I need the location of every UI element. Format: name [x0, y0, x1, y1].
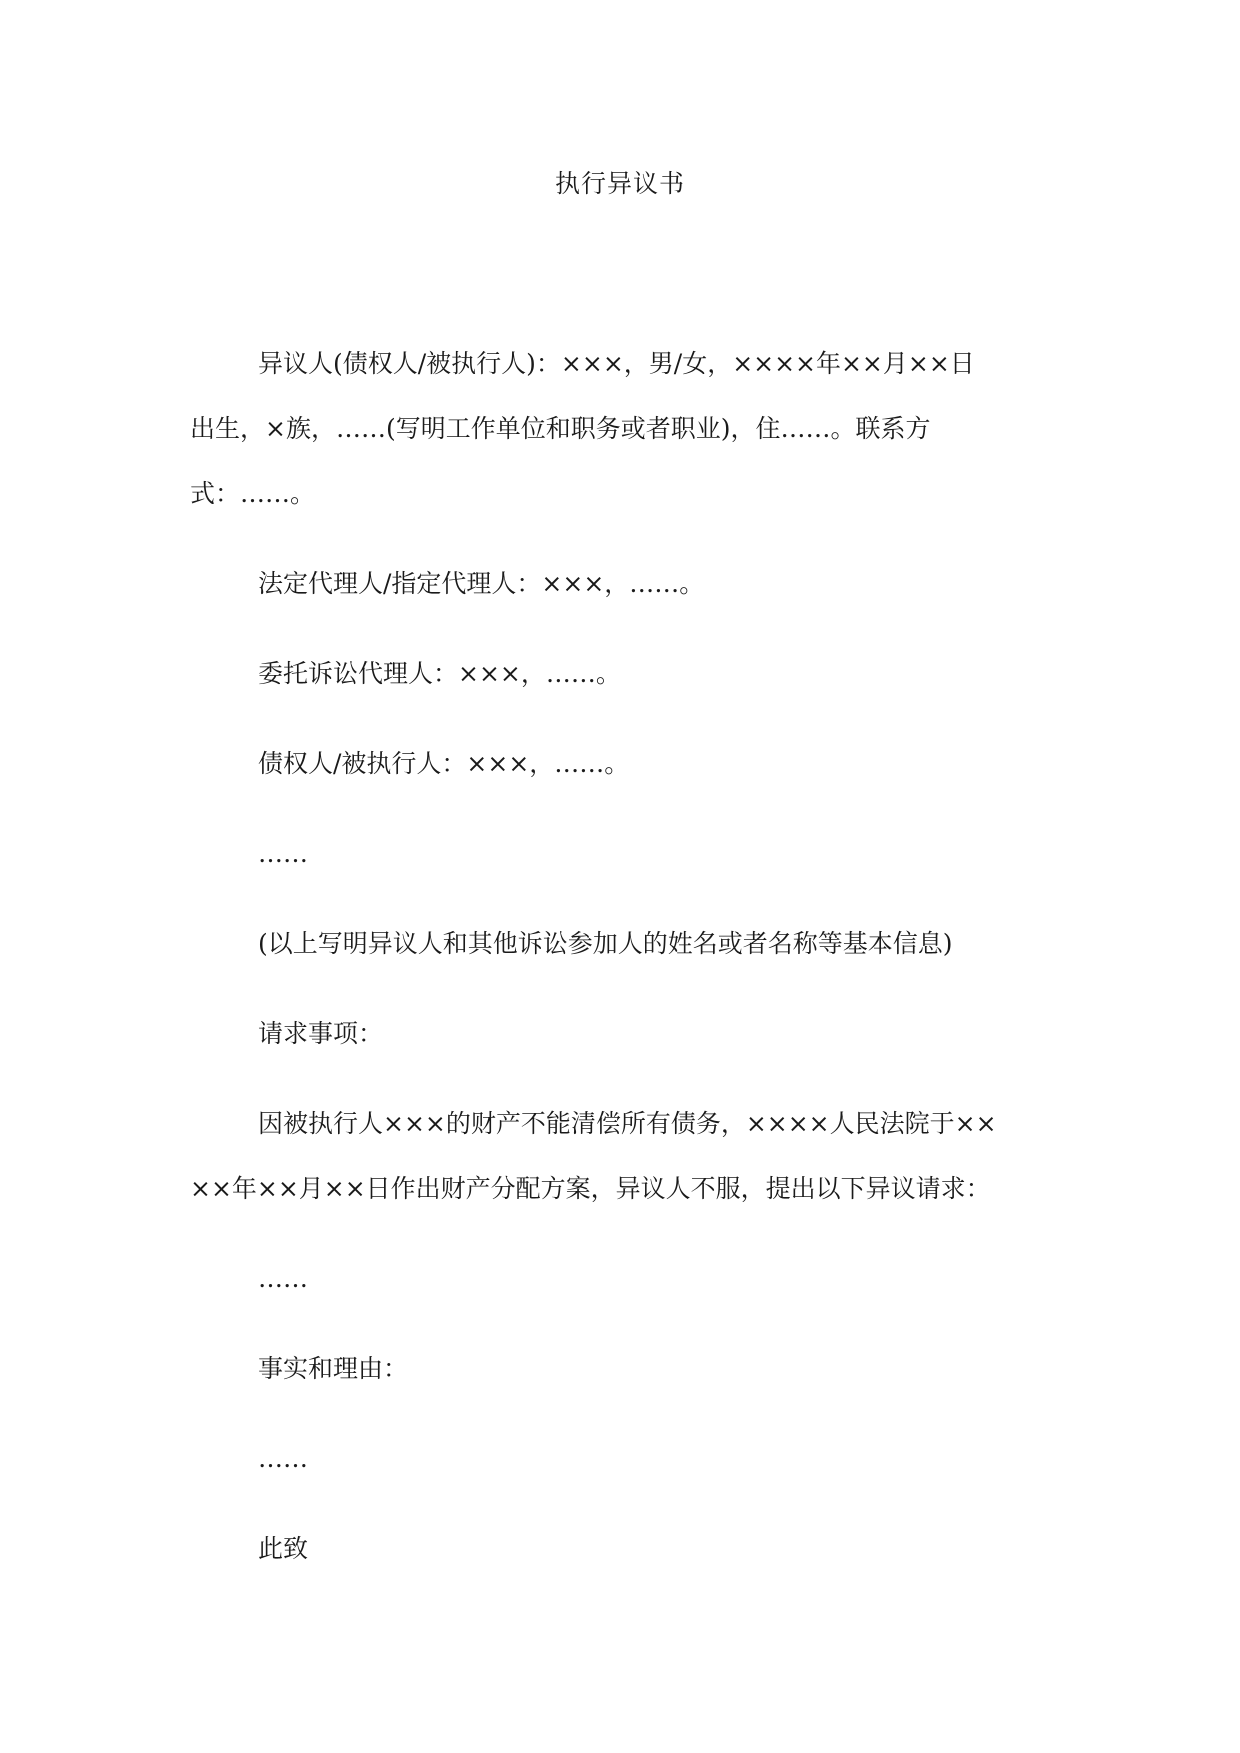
- request-ellipsis: ……: [258, 1264, 308, 1293]
- facts-ellipsis: ……: [258, 1444, 308, 1473]
- closing-salutation: 此致: [258, 1534, 309, 1563]
- objector-info-line-3: 式：……。: [190, 479, 316, 508]
- objector-info-line-2: 出生，×族，……(写明工作单位和职务或者职业)，住……。联系方: [190, 414, 931, 443]
- document-title: 执行异议书: [554, 169, 685, 198]
- objector-info-line-1: 异议人(债权人/被执行人)：×××，男/女，××××年××月××日: [258, 349, 975, 378]
- ellipsis-line: ……: [258, 839, 308, 868]
- request-body-line-2: ××年××月××日作出财产分配方案，异议人不服，提出以下异议请求：: [190, 1174, 991, 1203]
- legal-representative-line: 法定代理人/指定代理人：×××，……。: [258, 569, 705, 598]
- creditor-debtor-line: 债权人/被执行人：×××，……。: [258, 749, 630, 778]
- litigation-agent-line: 委托诉讼代理人：×××，……。: [258, 659, 621, 688]
- facts-heading: 事实和理由：: [258, 1354, 409, 1383]
- request-heading: 请求事项：: [258, 1019, 384, 1048]
- participants-note: (以上写明异议人和其他诉讼参加人的姓名或者名称等基本信息): [258, 929, 953, 958]
- request-body-line-1: 因被执行人×××的财产不能清偿所有债务，××××人民法院于××: [258, 1109, 997, 1138]
